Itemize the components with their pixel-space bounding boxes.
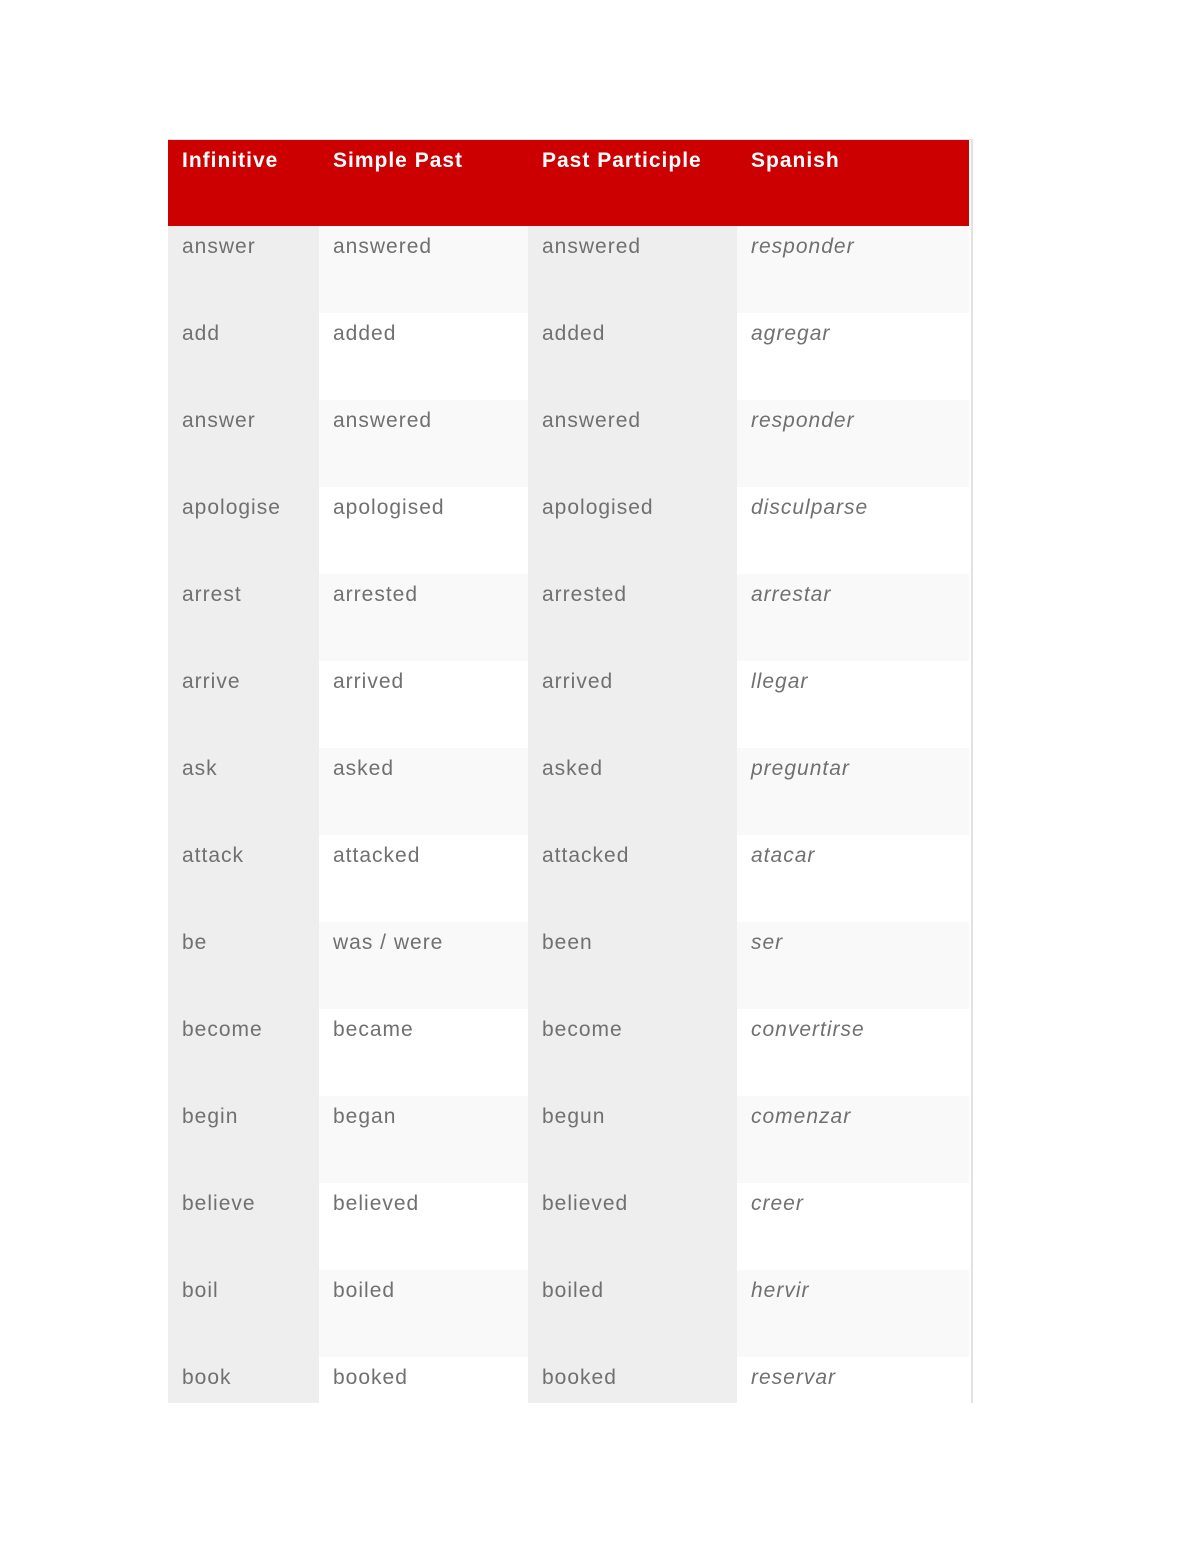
table-row xyxy=(168,1270,969,1357)
infinitive-cell: arrive xyxy=(168,661,319,748)
simple-past-cell: began xyxy=(319,1096,528,1183)
past-participle-cell: attacked xyxy=(528,835,737,922)
infinitive-cell: answer xyxy=(168,400,319,487)
spanish-cell: disculparse xyxy=(737,487,969,574)
infinitive-cell: apologise xyxy=(168,487,319,574)
infinitive-cell: ask xyxy=(168,748,319,835)
simple-past-cell: was / were xyxy=(319,922,528,1009)
infinitive-cell: add xyxy=(168,313,319,400)
table-row xyxy=(168,487,969,574)
table-row xyxy=(168,1096,969,1183)
infinitive-cell: boil xyxy=(168,1270,319,1357)
header-past-participle: Past Participle xyxy=(528,140,737,226)
spanish-cell: preguntar xyxy=(737,748,969,835)
spanish-cell: arrestar xyxy=(737,574,969,661)
table-row xyxy=(168,1009,969,1096)
table-row xyxy=(168,748,969,835)
past-participle-cell: begun xyxy=(528,1096,737,1183)
simple-past-cell: apologised xyxy=(319,487,528,574)
spanish-cell: convertirse xyxy=(737,1009,969,1096)
irregular-verbs-table xyxy=(168,140,969,1403)
infinitive-cell: attack xyxy=(168,835,319,922)
past-participle-cell: believed xyxy=(528,1183,737,1270)
past-participle-cell: arrested xyxy=(528,574,737,661)
past-participle-cell: answered xyxy=(528,400,737,487)
spanish-cell: ser xyxy=(737,922,969,1009)
spanish-cell: responder xyxy=(737,226,969,313)
spanish-cell: responder xyxy=(737,400,969,487)
past-participle-cell: apologised xyxy=(528,487,737,574)
spanish-cell: creer xyxy=(737,1183,969,1270)
spanish-cell: agregar xyxy=(737,313,969,400)
simple-past-cell: asked xyxy=(319,748,528,835)
spanish-cell: comenzar xyxy=(737,1096,969,1183)
table-row xyxy=(168,922,969,1009)
past-participle-cell: become xyxy=(528,1009,737,1096)
header-spanish: Spanish xyxy=(737,140,969,226)
infinitive-cell: book xyxy=(168,1357,319,1403)
simple-past-cell: added xyxy=(319,313,528,400)
table-row xyxy=(168,1357,969,1403)
past-participle-cell: booked xyxy=(528,1357,737,1403)
infinitive-cell: begin xyxy=(168,1096,319,1183)
table-row xyxy=(168,313,969,400)
spanish-cell: reservar xyxy=(737,1357,969,1403)
header-simple-past: Simple Past xyxy=(319,140,528,226)
infinitive-cell: arrest xyxy=(168,574,319,661)
infinitive-cell: be xyxy=(168,922,319,1009)
past-participle-cell: arrived xyxy=(528,661,737,748)
simple-past-cell: boiled xyxy=(319,1270,528,1357)
table-row xyxy=(168,226,969,313)
past-participle-cell: been xyxy=(528,922,737,1009)
simple-past-cell: became xyxy=(319,1009,528,1096)
infinitive-cell: answer xyxy=(168,226,319,313)
past-participle-cell: asked xyxy=(528,748,737,835)
past-participle-cell: added xyxy=(528,313,737,400)
header-infinitive: Infinitive xyxy=(168,140,319,226)
table-row xyxy=(168,835,969,922)
simple-past-cell: arrested xyxy=(319,574,528,661)
table-row xyxy=(168,661,969,748)
past-participle-cell: boiled xyxy=(528,1270,737,1357)
simple-past-cell: answered xyxy=(319,400,528,487)
table-header xyxy=(168,140,969,226)
simple-past-cell: believed xyxy=(319,1183,528,1270)
simple-past-cell: answered xyxy=(319,226,528,313)
simple-past-cell: arrived xyxy=(319,661,528,748)
header-row xyxy=(168,140,969,226)
table-row xyxy=(168,574,969,661)
spanish-cell: llegar xyxy=(737,661,969,748)
infinitive-cell: become xyxy=(168,1009,319,1096)
table-row xyxy=(168,1183,969,1270)
past-participle-cell: answered xyxy=(528,226,737,313)
spanish-cell: hervir xyxy=(737,1270,969,1357)
verb-table-container xyxy=(168,139,973,1403)
infinitive-cell: believe xyxy=(168,1183,319,1270)
simple-past-cell: attacked xyxy=(319,835,528,922)
spanish-cell: atacar xyxy=(737,835,969,922)
simple-past-cell: booked xyxy=(319,1357,528,1403)
table-body xyxy=(168,226,969,1403)
table-row xyxy=(168,400,969,487)
